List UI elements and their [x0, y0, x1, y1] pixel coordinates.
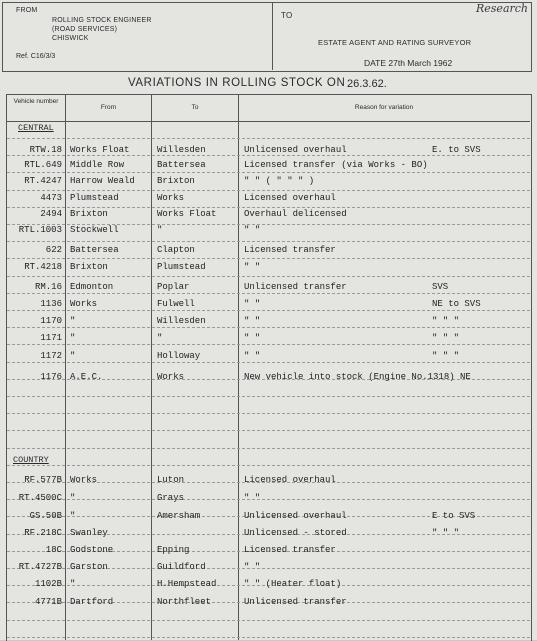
cell-vehicle-number: RTL.1003 — [18, 225, 62, 235]
col-header-reason: Reason for variation — [354, 104, 414, 111]
cell-reason: " " — [244, 262, 261, 272]
rule-line — [7, 172, 530, 173]
cell-to: Plumstead — [157, 262, 206, 272]
cell-vehicle-number: 1172 — [40, 351, 62, 361]
rule-line — [7, 138, 530, 139]
cell-vehicle-number: 1136 — [40, 299, 62, 309]
cell-vehicle-number: RT.4727B — [18, 562, 62, 572]
col-divider-1 — [65, 94, 66, 640]
cell-note: " " " — [432, 528, 460, 538]
cell-to: Brixton — [157, 176, 195, 186]
cell-reason: New vehicle into stock (Engine No.1318) NE — [244, 372, 471, 382]
cell-vehicle-number: 1171 — [40, 333, 62, 343]
rule-line — [7, 448, 530, 449]
cell-from: A.E.C. — [70, 372, 103, 382]
col-header-to: To — [191, 104, 199, 111]
rule-line — [7, 207, 530, 208]
to-label: TO — [281, 11, 293, 20]
cell-reason: " " (Heater float) — [244, 579, 342, 589]
rule-line — [7, 413, 530, 414]
cell-vehicle-number: RTL.649 — [24, 160, 62, 170]
cell-to: Grays — [157, 493, 185, 503]
cell-to: Willesden — [157, 145, 206, 155]
rule-line — [7, 620, 530, 621]
cell-from: Works — [70, 299, 98, 309]
col-header-from: From — [100, 104, 117, 111]
cell-reason: " " — [244, 225, 261, 235]
cell-vehicle-number: RT.4218 — [24, 262, 62, 272]
cell-note: NE to SVS — [432, 299, 481, 309]
cell-vehicle-number: GS.50B — [29, 511, 62, 521]
cell-vehicle-number: RM.16 — [34, 282, 62, 292]
cell-note: " " " — [432, 316, 460, 326]
rule-line — [7, 155, 530, 156]
cell-from: " — [70, 316, 76, 326]
cell-from: Middle Row — [70, 160, 125, 170]
cell-to: Fulwell — [157, 299, 195, 309]
cell-from: Works Float — [70, 145, 130, 155]
rule-line — [7, 241, 530, 242]
cell-vehicle-number: 1170 — [40, 316, 62, 326]
cell-from: Battersea — [70, 245, 119, 255]
cell-vehicle-number: RTW.18 — [29, 145, 62, 155]
cell-to: Luton — [157, 475, 185, 485]
cell-vehicle-number: 4771B — [34, 597, 62, 607]
cell-to: Clapton — [157, 245, 195, 255]
title-date: 26.3.62. — [347, 78, 387, 90]
col-divider-3 — [238, 94, 239, 640]
rule-line — [7, 293, 530, 294]
rule-line — [7, 430, 530, 431]
cell-from: Brixton — [70, 262, 108, 272]
cell-vehicle-number: 4473 — [40, 193, 62, 203]
cell-reason: Licensed overhaul — [244, 193, 336, 203]
cell-reason: Unlicensed - stored — [244, 528, 347, 538]
rule-line — [7, 637, 530, 638]
rule-line — [7, 396, 530, 397]
cell-reason: " " — [244, 299, 261, 309]
cell-reason: Overhaul delicensed — [244, 209, 347, 219]
header-rule — [7, 121, 530, 122]
section-central: CENTRAL — [18, 123, 54, 133]
handwritten-note: Research — [476, 2, 529, 15]
cell-from: Brixton — [70, 209, 108, 219]
cell-from: " — [70, 333, 76, 343]
cell-from: " — [70, 493, 76, 503]
cell-from: Stockwell — [70, 225, 119, 235]
cell-reason: Unlicensed transfer — [244, 597, 347, 607]
cell-from: Dartford — [70, 597, 114, 607]
rule-line — [7, 362, 530, 363]
cell-vehicle-number: 1102B — [34, 579, 62, 589]
cell-from: Harrow Weald — [70, 176, 135, 186]
rule-line — [7, 190, 530, 191]
from-line-2: (ROAD SERVICES) — [52, 26, 118, 33]
cell-vehicle-number: 2494 — [40, 209, 62, 219]
section-country: COUNTRY — [13, 455, 49, 465]
cell-note: " " " — [432, 351, 460, 361]
cell-reason: Licensed transfer — [244, 545, 336, 555]
to-addressee: ESTATE AGENT AND RATING SURVEYOR — [318, 38, 472, 47]
cell-to: " — [157, 225, 163, 235]
cell-reason: " " — [244, 562, 261, 572]
cell-reason: " " — [244, 333, 261, 343]
cell-to: Poplar — [157, 282, 190, 292]
cell-to: Battersea — [157, 160, 206, 170]
cell-to: Willesden — [157, 316, 206, 326]
cell-to: Northfleet — [157, 597, 212, 607]
from-line-1: ROLLING STOCK ENGINEER — [52, 17, 152, 24]
header-divider — [272, 2, 273, 70]
cell-from: Edmonton — [70, 282, 114, 292]
cell-reason: " " ( " " " ) — [244, 176, 315, 186]
col-divider-2 — [151, 94, 152, 640]
cell-note: E. to SVS — [432, 145, 481, 155]
rule-line — [7, 344, 530, 345]
rule-line — [7, 310, 530, 311]
cell-from: " — [70, 511, 76, 521]
cell-from: Plumstead — [70, 193, 119, 203]
cell-from: Swanley — [70, 528, 108, 538]
cell-reason: Licensed transfer (via Works - BO) — [244, 160, 428, 170]
rule-line — [7, 465, 530, 466]
from-label: FROM — [16, 7, 38, 14]
cell-to: Holloway — [157, 351, 201, 361]
cell-vehicle-number: 1176 — [40, 372, 62, 382]
cell-to: " — [157, 333, 163, 343]
cell-from: " — [70, 579, 76, 589]
cell-vehicle-number: RF.218C — [24, 528, 62, 538]
cell-to: Guildford — [157, 562, 206, 572]
reference-number: Ref. C16/3/3 — [16, 53, 56, 60]
from-line-3: CHISWICK — [52, 35, 89, 42]
cell-to: Works — [157, 372, 185, 382]
cell-reason: " " — [244, 316, 261, 326]
cell-reason: Licensed overhaul — [244, 475, 336, 485]
cell-from: Works — [70, 475, 98, 485]
cell-from: " — [70, 351, 76, 361]
cell-from: Godstone — [70, 545, 114, 555]
cell-note: E to SVS — [432, 511, 476, 521]
cell-reason: Unlicensed overhaul — [244, 145, 347, 155]
rule-line — [7, 258, 530, 259]
cell-reason: " " — [244, 493, 261, 503]
cell-reason: Unlicensed overhaul — [244, 511, 347, 521]
cell-to: Works Float — [157, 209, 217, 219]
cell-vehicle-number: RT.4247 — [24, 176, 62, 186]
col-header-vehicle: Vehicle number — [13, 98, 59, 105]
rule-line — [7, 327, 530, 328]
cell-to: H.Hempstead — [157, 579, 217, 589]
cell-reason: Licensed transfer — [244, 245, 336, 255]
cell-reason: Unlicensed transfer — [244, 282, 347, 292]
cell-note: " " " — [432, 333, 460, 343]
cell-note: SVS — [432, 282, 449, 292]
document-date: DATE 27th March 1962 — [364, 58, 453, 68]
cell-vehicle-number: RF.577B — [24, 475, 62, 485]
cell-to: Epping — [157, 545, 190, 555]
cell-from: Garston — [70, 562, 108, 572]
cell-reason: " " — [244, 351, 261, 361]
rule-line — [7, 276, 530, 277]
cell-vehicle-number: 18C — [45, 545, 62, 555]
cell-vehicle-number: 622 — [45, 245, 62, 255]
cell-vehicle-number: RT.4500C — [18, 493, 62, 503]
page-title: VARIATIONS IN ROLLING STOCK ON — [128, 77, 346, 89]
cell-to: Works — [157, 193, 185, 203]
cell-to: Amersham — [157, 511, 201, 521]
